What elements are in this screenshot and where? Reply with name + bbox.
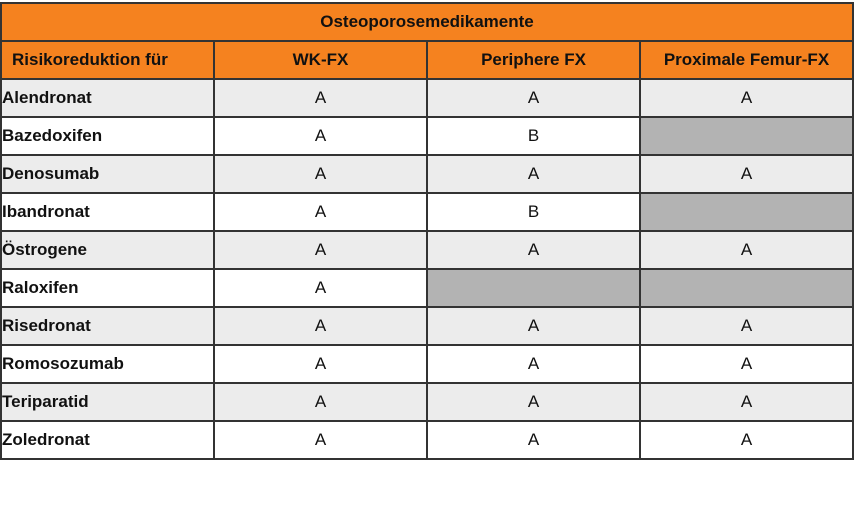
grade-cell: A <box>640 155 853 193</box>
grade-cell: B <box>427 193 640 231</box>
grade-cell: A <box>214 345 427 383</box>
row-label: Bazedoxifen <box>1 117 214 155</box>
grade-cell: A <box>214 383 427 421</box>
row-label: Risedronat <box>1 307 214 345</box>
empty-cell <box>640 193 853 231</box>
table-head <box>1 3 853 79</box>
grade-cell: A <box>640 307 853 345</box>
table-row <box>1 193 853 231</box>
osteoporosis-medication-table <box>0 2 854 460</box>
grade-cell: A <box>214 307 427 345</box>
row-label: Teriparatid <box>1 383 214 421</box>
grade-cell: A <box>427 383 640 421</box>
row-label: Ibandronat <box>1 193 214 231</box>
empty-cell <box>640 269 853 307</box>
table-row <box>1 117 853 155</box>
row-label: Zoledronat <box>1 421 214 459</box>
table-row <box>1 421 853 459</box>
grade-cell: A <box>214 117 427 155</box>
column-header: Proximale Femur-FX <box>640 41 853 79</box>
row-label: Denosumab <box>1 155 214 193</box>
grade-cell: A <box>214 269 427 307</box>
grade-cell: A <box>427 231 640 269</box>
table-row <box>1 307 853 345</box>
empty-cell <box>427 269 640 307</box>
grade-cell: A <box>214 231 427 269</box>
grade-cell: A <box>427 345 640 383</box>
grade-cell: A <box>214 155 427 193</box>
column-header: WK-FX <box>214 41 427 79</box>
column-header-risk-reduction: Risikoreduktion für <box>1 41 214 79</box>
grade-cell: A <box>640 421 853 459</box>
grade-cell: A <box>640 383 853 421</box>
grade-cell: A <box>427 307 640 345</box>
grade-cell: A <box>640 231 853 269</box>
table-row <box>1 345 853 383</box>
header-row <box>1 41 853 79</box>
grade-cell: A <box>214 193 427 231</box>
row-label: Östrogene <box>1 231 214 269</box>
table-row <box>1 79 853 117</box>
column-header: Periphere FX <box>427 41 640 79</box>
title-row <box>1 3 853 41</box>
row-label: Raloxifen <box>1 269 214 307</box>
empty-cell <box>640 117 853 155</box>
row-label: Alendronat <box>1 79 214 117</box>
grade-cell: A <box>214 79 427 117</box>
table-row <box>1 155 853 193</box>
table-row <box>1 383 853 421</box>
grade-cell: A <box>427 421 640 459</box>
grade-cell: A <box>427 79 640 117</box>
grade-cell: B <box>427 117 640 155</box>
grade-cell: A <box>427 155 640 193</box>
table-row <box>1 231 853 269</box>
row-label: Romosozumab <box>1 345 214 383</box>
grade-cell: A <box>640 345 853 383</box>
grade-cell: A <box>214 421 427 459</box>
table-title: Osteoporosemedikamente <box>1 3 853 41</box>
table-row <box>1 269 853 307</box>
table-body <box>1 79 853 459</box>
grade-cell: A <box>640 79 853 117</box>
